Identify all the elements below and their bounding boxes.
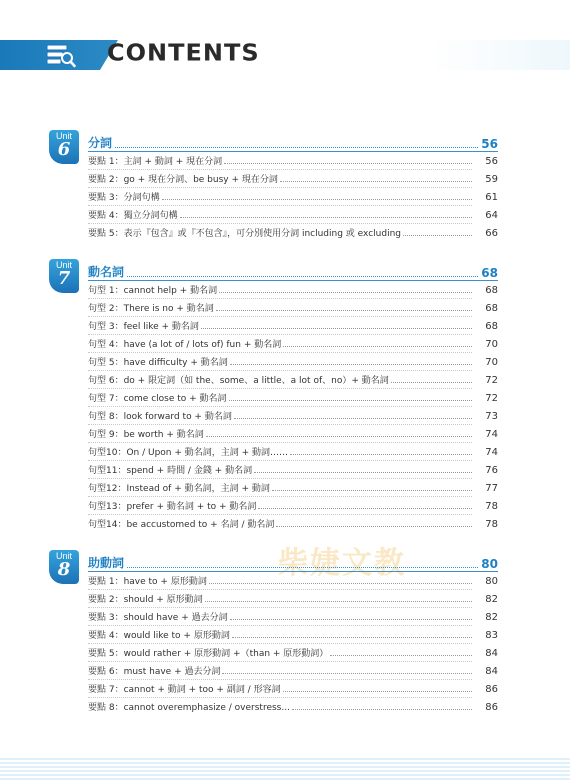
toc-entry[interactable] — [88, 189, 498, 203]
toc-entry-text: 要點 8：cannot overemphasize / overstress... — [88, 703, 290, 713]
toc-entry-text: 句型 7：come close to + 動名詞 — [88, 394, 227, 404]
entry-separator — [88, 607, 472, 608]
dot-leader — [127, 567, 478, 568]
dot-leader — [127, 276, 478, 277]
toc-entry-page: 68 — [485, 303, 498, 314]
unit-title: 助動詞 — [88, 556, 125, 570]
unit-heading-row[interactable] — [88, 553, 498, 572]
dot-leader — [290, 454, 472, 455]
toc-entry-page: 72 — [485, 393, 498, 404]
dot-leader — [219, 292, 472, 293]
dot-leader — [234, 418, 472, 419]
toc-entry-text: 句型 1：cannot help + 動名詞 — [88, 286, 218, 296]
toc-entry-page: 70 — [485, 339, 498, 350]
dot-leader — [229, 400, 472, 401]
toc-entry-page: 74 — [485, 447, 498, 458]
dot-leader — [230, 619, 472, 620]
unit-badge — [49, 259, 79, 293]
toc-entry-text: 要點 4：would like to + 原形動詞 — [88, 631, 230, 641]
dot-leader — [283, 691, 472, 692]
toc-entry[interactable] — [88, 516, 498, 530]
toc-entry-page: 66 — [485, 228, 498, 239]
toc-entry[interactable] — [88, 681, 498, 695]
entry-separator — [88, 406, 472, 407]
dot-leader — [292, 709, 472, 710]
unit-heading-row[interactable] — [88, 262, 498, 281]
toc-entry-page: 61 — [485, 192, 498, 203]
dot-leader — [115, 147, 478, 148]
toc-entry[interactable] — [88, 663, 498, 677]
unit-badge-label: Unit — [55, 551, 72, 561]
toc-entry-page: 76 — [485, 465, 498, 476]
unit-page-number: 56 — [481, 137, 498, 151]
toc-entry-page: 82 — [485, 594, 498, 605]
toc-entry-page: 68 — [485, 321, 498, 332]
toc-entry[interactable] — [88, 645, 498, 659]
unit-badge — [49, 550, 79, 584]
dot-leader — [222, 673, 472, 674]
toc-entry[interactable] — [88, 699, 498, 713]
entry-separator — [88, 424, 472, 425]
watermark-text: 柴婕文教 — [278, 546, 406, 581]
toc-entry[interactable] — [88, 627, 498, 641]
toc-entry[interactable] — [88, 426, 498, 440]
page-footer-stripes — [0, 758, 570, 780]
toc-entry-text: 句型 6：do + 限定詞（如 the、some、a little、a lot of、no）+ 動名詞 — [88, 376, 389, 386]
toc-entry-text: 句型14：be accustomed to + 名詞 / 動名詞 — [88, 520, 275, 530]
toc-entry-page: 82 — [485, 612, 498, 623]
toc-entry-page: 72 — [485, 375, 498, 386]
toc-entry-page: 64 — [485, 210, 498, 221]
toc-entry[interactable] — [88, 390, 498, 404]
toc-entry-text: 句型 3：feel like + 動名詞 — [88, 322, 199, 332]
unit-badge-label: Unit — [55, 260, 72, 270]
toc-entry[interactable] — [88, 372, 498, 386]
toc-entry-text: 要點 2：should + 原形動詞 — [88, 595, 203, 605]
toc-entry-text: 句型13：prefer + 動名詞 + to + 動名詞 — [88, 502, 257, 512]
dot-leader — [258, 508, 472, 509]
dot-leader — [403, 235, 472, 236]
toc-entry-page: 83 — [485, 630, 498, 641]
toc-entry-page: 70 — [485, 357, 498, 368]
toc-entry-text: 要點 1：主詞 + 動詞 + 現在分詞 — [88, 157, 223, 167]
unit-badge — [49, 130, 79, 164]
toc-entry-text: 句型 9：be worth + 動名詞 — [88, 430, 204, 440]
toc-entry[interactable] — [88, 336, 498, 350]
toc-entry-page: 86 — [485, 684, 498, 695]
toc-entry[interactable] — [88, 480, 498, 494]
toc-entry-text: 句型 8：look forward to + 動名詞 — [88, 412, 232, 422]
dot-leader — [180, 217, 472, 218]
toc-entry-page: 73 — [485, 411, 498, 422]
search-list-icon — [46, 42, 76, 68]
toc-entry-page: 80 — [485, 576, 498, 587]
page-header — [0, 0, 570, 75]
entry-separator — [88, 460, 472, 461]
toc-entry[interactable] — [88, 225, 498, 239]
toc-entry-text: 要點 1：have to + 原形動詞 — [88, 577, 207, 587]
toc-entry-page: 56 — [485, 156, 498, 167]
dot-leader — [391, 382, 472, 383]
toc-entry-text: 要點 3：should have + 過去分詞 — [88, 613, 228, 623]
unit-badge-number: 7 — [57, 268, 71, 289]
entry-separator — [88, 625, 472, 626]
toc-entry-page: 84 — [485, 648, 498, 659]
toc-entry-text: 句型10：On / Upon + 動名詞，主詞 + 動詞…… — [88, 448, 289, 458]
toc-entry-text: 句型 4：have (a lot of / lots of) fun + 動名詞 — [88, 340, 282, 350]
entry-separator — [88, 442, 472, 443]
entry-separator — [88, 679, 472, 680]
toc-entry[interactable] — [88, 573, 498, 587]
toc-entry-page: 78 — [485, 501, 498, 512]
toc-entry-text: 句型11：spend + 時間 / 金錢 + 動名詞 — [88, 466, 253, 476]
toc-entry-text: 要點 7：cannot + 動詞 + too + 副詞 / 形容詞 — [88, 685, 281, 695]
toc-entry[interactable] — [88, 462, 498, 476]
toc-entry-text: 句型 2：There is no + 動名詞 — [88, 304, 214, 314]
toc-entry-page: 59 — [485, 174, 498, 185]
toc-entry[interactable] — [88, 171, 498, 185]
unit-badge-number: 8 — [57, 559, 71, 580]
entry-separator — [88, 370, 472, 371]
unit-page-number: 68 — [481, 266, 498, 280]
entry-separator — [88, 223, 472, 224]
entry-separator — [88, 205, 472, 206]
toc-entry-text: 要點 2：go + 現在分詞、be busy + 現在分詞 — [88, 175, 278, 185]
unit-badge-number: 6 — [57, 139, 71, 160]
toc-entry-text: 要點 4：獨立分詞句構 — [88, 211, 178, 221]
toc-entry[interactable] — [88, 207, 498, 221]
entry-separator — [88, 352, 472, 353]
unit-title: 分詞 — [88, 136, 113, 150]
dot-leader — [272, 490, 472, 491]
dot-leader — [216, 310, 472, 311]
entry-separator — [88, 334, 472, 335]
toc-entry[interactable] — [88, 408, 498, 422]
unit-title: 動名詞 — [88, 265, 125, 279]
entry-separator — [88, 169, 472, 170]
entry-separator — [88, 589, 472, 590]
toc-entry-text: 要點 5：would rather + 原形動詞 +（than + 原形動詞） — [88, 649, 329, 659]
toc-entry-page: 74 — [485, 429, 498, 440]
dot-leader — [283, 346, 472, 347]
toc-entry[interactable] — [88, 498, 498, 512]
entry-separator — [88, 496, 472, 497]
toc-entry-text: 要點 3：分詞句構 — [88, 193, 160, 203]
entry-separator — [88, 661, 472, 662]
entry-separator — [88, 478, 472, 479]
toc-entry-text: 句型 5：have difficulty + 動名詞 — [88, 358, 228, 368]
toc-entry[interactable] — [88, 354, 498, 368]
toc-entry-page: 84 — [485, 666, 498, 677]
entry-separator — [88, 316, 472, 317]
toc-entry[interactable] — [88, 609, 498, 623]
toc-entry[interactable] — [88, 591, 498, 605]
toc-entry-text: 句型12：Instead of + 動名詞，主詞 + 動詞 — [88, 484, 270, 494]
dot-leader — [232, 637, 472, 638]
entry-separator — [88, 514, 472, 515]
dot-leader — [206, 436, 472, 437]
toc-entry-text: 要點 6：must have + 過去分詞 — [88, 667, 221, 677]
entry-separator — [88, 697, 472, 698]
dot-leader — [330, 655, 472, 656]
dot-leader — [209, 583, 472, 584]
entry-separator — [88, 187, 472, 188]
toc-entry-page: 86 — [485, 702, 498, 713]
toc-entry[interactable] — [88, 282, 498, 296]
toc-entry[interactable] — [88, 300, 498, 314]
dot-leader — [280, 181, 472, 182]
toc-entry[interactable] — [88, 153, 498, 167]
page-title: CONTENTS — [107, 39, 260, 67]
dot-leader — [276, 526, 472, 527]
toc-entry[interactable] — [88, 444, 498, 458]
dot-leader — [201, 328, 472, 329]
toc-entry-page: 78 — [485, 519, 498, 530]
dot-leader — [205, 601, 472, 602]
dot-leader — [254, 472, 472, 473]
unit-badge-label: Unit — [55, 131, 72, 141]
toc-entry[interactable] — [88, 318, 498, 332]
entry-separator — [88, 298, 472, 299]
dot-leader — [224, 163, 472, 164]
toc-entry-page: 68 — [485, 285, 498, 296]
unit-page-number: 80 — [481, 557, 498, 571]
toc-entry-text: 要點 5：表示『包含』或『不包含』，可分別使用分詞 including 或 excluding — [88, 229, 401, 239]
entry-separator — [88, 643, 472, 644]
unit-heading-row[interactable] — [88, 133, 498, 152]
dot-leader — [230, 364, 472, 365]
toc-entry-page: 77 — [485, 483, 498, 494]
entry-separator — [88, 388, 472, 389]
dot-leader — [162, 199, 472, 200]
